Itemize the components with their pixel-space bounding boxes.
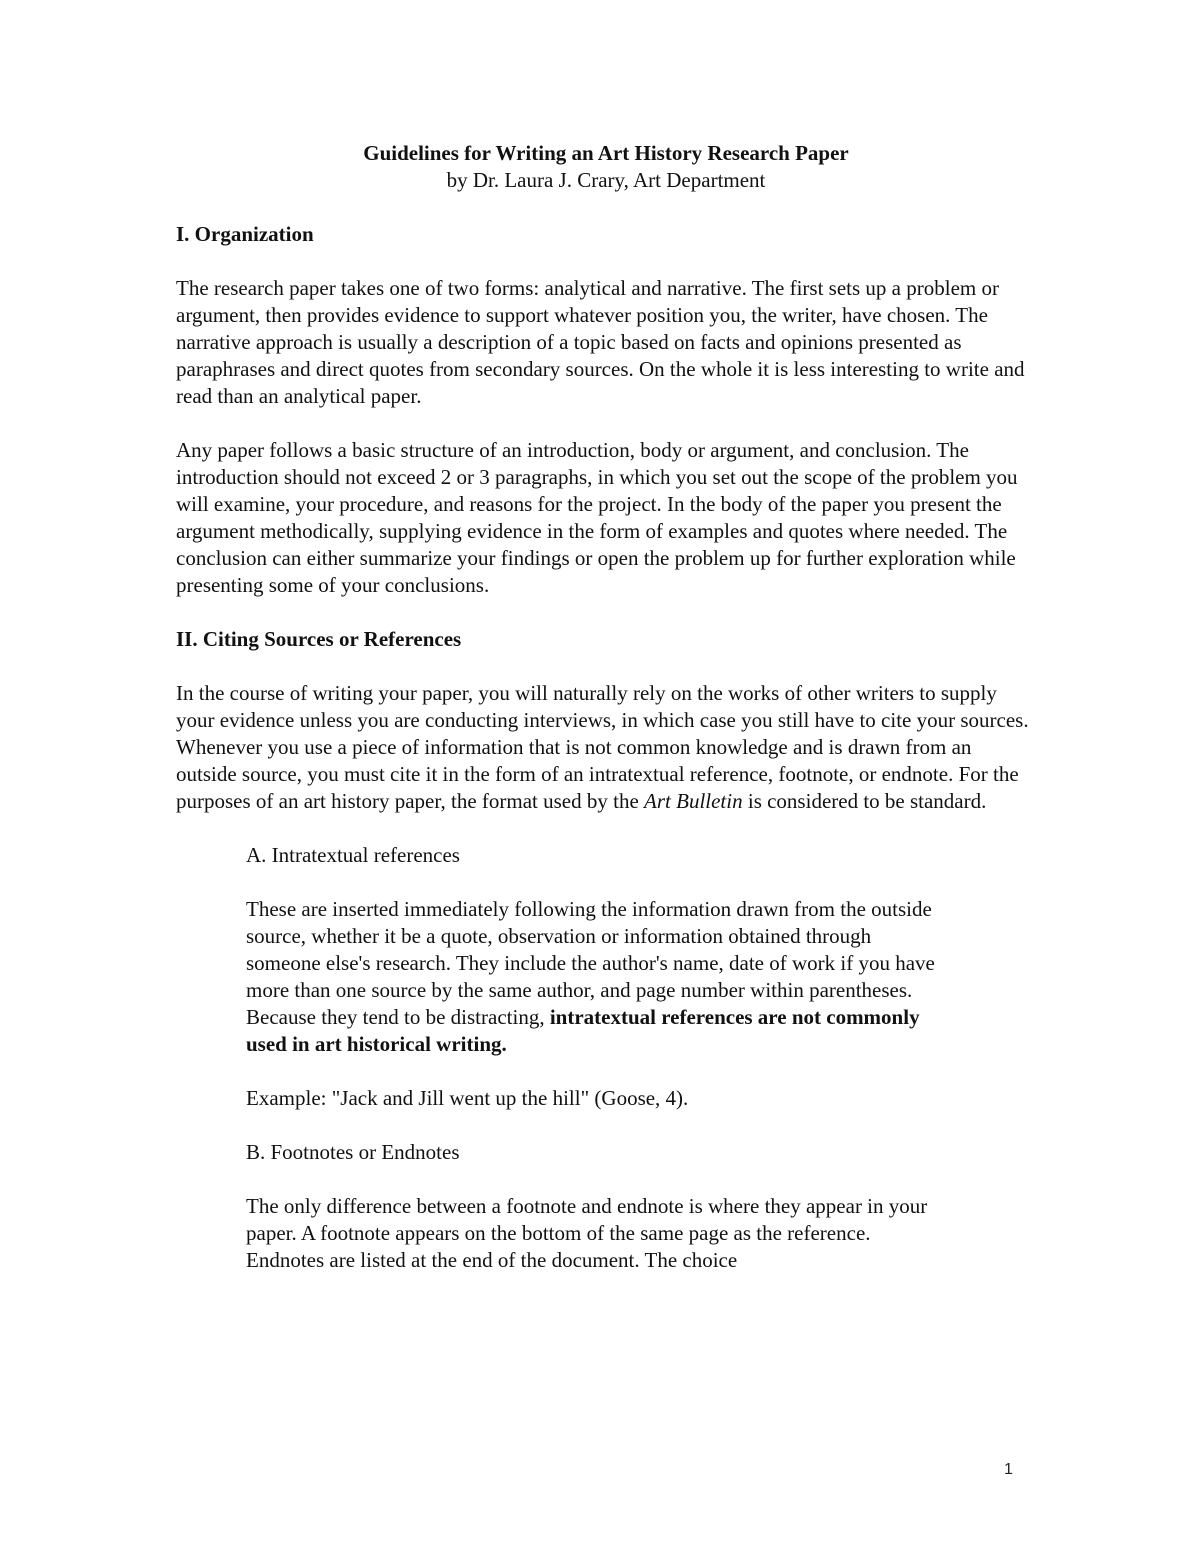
intratextual-emphasis: intratextual references are not commonly used in art historical writing. xyxy=(246,1005,920,1056)
intratextual-example: Example: "Jack and Jill went up the hill" (Goose, 4). xyxy=(246,1086,689,1110)
footnotes-paragraph: The only difference between a footnote and endnote is where they appear in your paper. A footnote appears on the bottom of the same page as the reference. Endnotes are listed at the end of the document. The choice xyxy=(246,1194,928,1272)
page-number: 1 xyxy=(1004,1461,1013,1478)
document-byline: by Dr. Laura J. Crary, Art Department xyxy=(446,168,766,192)
art-bulletin-title: Art Bulletin xyxy=(644,789,743,813)
intratextual-text: These are inserted immediately following the information drawn from the outside source, whether it be a quote, observation or information obtained through someone else's research. They include the author's name, date of work if you have more than one source by the same author, and page number within parentheses. Because they tend to be distracting, xyxy=(246,897,935,1029)
citing-sources-text-end: is considered to be standard. xyxy=(742,789,987,813)
document-title: Guidelines for Writing an Art History Research Paper xyxy=(363,141,849,165)
document-body xyxy=(176,140,1036,1301)
organization-paragraph-2: Any paper follows a basic structure of an introduction, body or argument, and conclusion. The introduction should not exceed 2 or 3 paragraphs, in which you set out the scope of the problem you will examine, your procedure, and reasons for the project. In the body of the paper you present the argument methodically, supplying evidence in the form of examples and quotes where needed. The conclusion can either summarize your findings or open the problem up for further exploration while presenting some of your conclusions. xyxy=(176,438,1018,597)
subsection-heading-footnotes: B. Footnotes or Endnotes xyxy=(246,1140,460,1164)
citing-sources-text-start: In the course of writing your paper, you will naturally rely on the works of other writers to supply your evidence unless you are conducting interviews, in which case you still have to cite your sources. Whenever you use a piece of information that is not common knowledge and is drawn from an outside source, you must cite it in the form of an intratextual reference, footnote, or endnote. For the purposes of an art history paper, the format used by the xyxy=(176,681,1029,813)
subsection-heading-intratextual: A. Intratextual references xyxy=(246,843,460,867)
section-heading-citing-sources: II. Citing Sources or References xyxy=(176,627,462,651)
section-heading-organization: I. Organization xyxy=(176,222,314,246)
organization-paragraph-1: The research paper takes one of two forms: analytical and narrative. The first sets up a problem or argument, then provides evidence to support whatever position you, the writer, have chosen. The narrative approach is usually a description of a topic based on facts and opinions presented as paraphrases and direct quotes from secondary sources. On the whole it is less interesting to write and read than an analytical paper. xyxy=(176,276,1025,408)
intratextual-paragraph xyxy=(246,896,946,1058)
citing-sources-paragraph xyxy=(176,680,1036,815)
